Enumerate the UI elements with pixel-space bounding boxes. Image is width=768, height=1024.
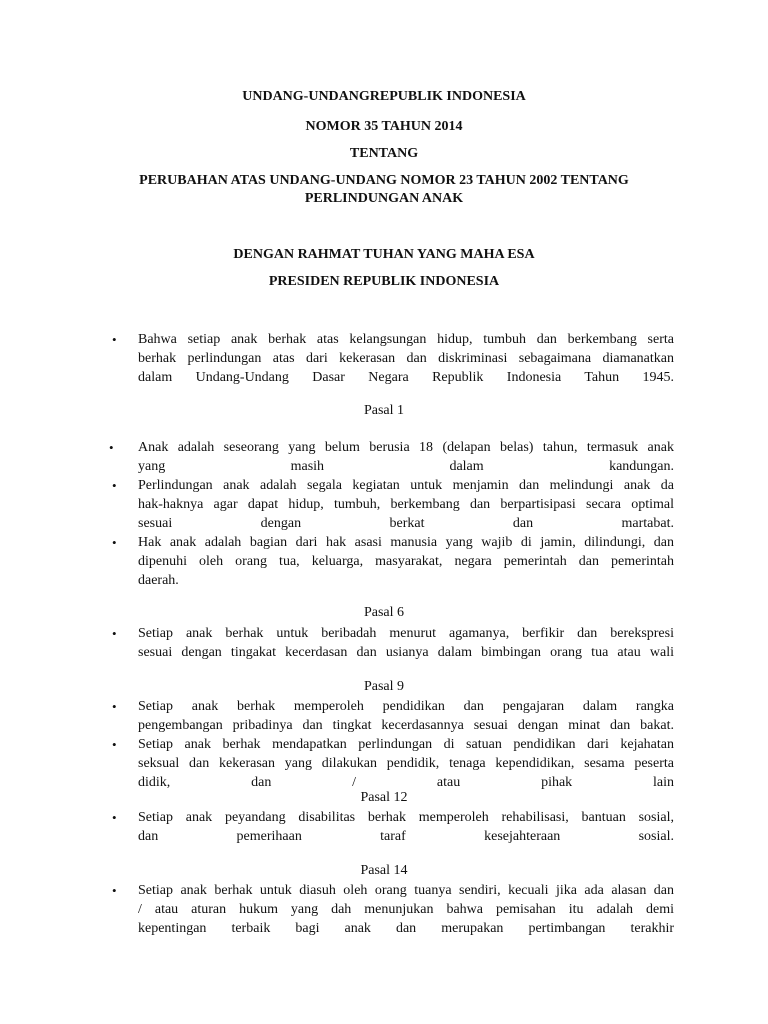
- law-subject-line-1: PERUBAHAN ATAS UNDANG-UNDANG NOMOR 23 TAHUN 2002 TENTANG: [139, 173, 629, 188]
- text-line: Hak anak adalah bagian dari hak asasi manusia yang wajib di jamin, dilindungi, dan: [138, 535, 674, 550]
- bullet-icon: •: [112, 883, 117, 898]
- text-line: seksual dan kekerasan yang dilakukan pendidik, tenaga kependidikan, sesama peserta: [138, 756, 674, 771]
- text-line: Setiap anak berhak memperoleh pendidikan dan pengajaran dalam rangka: [138, 699, 674, 714]
- law-title: UNDANG-UNDANGREPUBLIK INDONESIA: [242, 89, 526, 104]
- bullet-icon: •: [112, 478, 117, 493]
- list-item-text: [138, 438, 674, 476]
- text-line: Setiap anak berhak untuk diasuh oleh orang tuanya sendiri, kecuali jika ada alasan dan: [138, 883, 674, 898]
- law-number: NOMOR 35 TAHUN 2014: [305, 119, 463, 134]
- bullet-icon: •: [112, 535, 117, 550]
- bullet-icon: •: [112, 626, 117, 641]
- text-line: berhak perlindungan atas dari kekerasan dan diskriminasi sebagaimana diamanatkan: [138, 351, 674, 366]
- text-line: dipenuhi oleh orang tua, keluarga, masyarakat, negara pemerintah dan pemerintah: [138, 554, 674, 569]
- list-item-text: [138, 735, 674, 792]
- text-line: kepentingan terbaik bagi anak dan merupakan pertimbangan terakhir: [138, 921, 674, 936]
- pasal-6-heading: Pasal 6: [363, 605, 405, 620]
- pasal-14-heading: Pasal 14: [360, 863, 408, 878]
- text-line: Setiap anak peyandang disabilitas berhak memperoleh rehabilisasi, bantuan sosial,: [138, 810, 674, 825]
- text-line: / atau aturan hukum yang dah menunjukan bahwa pemisahan itu adalah demi: [138, 902, 674, 917]
- list-item-text: [138, 808, 674, 846]
- intro-text: [138, 330, 674, 387]
- pasal-9-heading: Pasal 9: [363, 679, 405, 694]
- text-line: Perlindungan anak adalah segala kegiatan untuk menjamin dan melindungi anak da: [138, 478, 674, 493]
- list-item-text: [138, 476, 674, 533]
- text-line: Setiap anak berhak mendapatkan perlindungan di satuan pendidikan dari kejahatan: [138, 737, 674, 752]
- law-subject-line-2: PERLINDUNGAN ANAK: [304, 191, 464, 206]
- list-item-text: [138, 881, 674, 938]
- text-line: yang masih dalam kandungan.: [138, 459, 674, 474]
- bullet-icon: •: [112, 737, 117, 752]
- preamble-presiden: PRESIDEN REPUBLIK INDONESIA: [268, 274, 500, 289]
- text-line: didik, dan / atau pihak lain: [138, 775, 674, 790]
- list-item-text: [138, 624, 674, 662]
- text-line: Bahwa setiap anak berhak atas kelangsungan hidup, tumbuh dan berkembang serta: [138, 332, 674, 347]
- text-line: Setiap anak berhak untuk beribadah menurut agamanya, berfikir dan berekspresi: [138, 626, 674, 641]
- list-item: [112, 330, 674, 388]
- list-item-text: [138, 533, 674, 590]
- list-item-text: [138, 697, 674, 735]
- text-line: sesuai dengan tingakat kecerdasan dan usianya dalam bimbingan orang tua atau wali: [138, 645, 674, 660]
- pasal-1-heading: Pasal 1: [363, 403, 405, 418]
- law-tentang: TENTANG: [349, 146, 419, 161]
- text-line: hak-haknya agar dapat hidup, tumbuh, berkembang dan berpartisipasi secara optimal: [138, 497, 674, 512]
- pasal-12-heading: Pasal 12: [360, 790, 408, 805]
- bullet-icon: •: [109, 440, 114, 455]
- bullet-icon: •: [112, 332, 117, 347]
- text-line: Anak adalah seseorang yang belum berusia 18 (delapan belas) tahun, termasuk anak: [138, 440, 674, 455]
- text-line: dan pemerihaan taraf kesejahteraan sosial.: [138, 829, 674, 844]
- text-line: sesuai dengan berkat dan martabat.: [138, 516, 674, 531]
- preamble-rahmat: DENGAN RAHMAT TUHAN YANG MAHA ESA: [233, 247, 535, 262]
- text-line: pengembangan pribadinya dan tingkat kecerdasannya sesuai dengan minat dan bakat.: [138, 718, 674, 733]
- bullet-icon: •: [112, 810, 117, 825]
- text-line: dalam Undang-Undang Dasar Negara Republik Indonesia Tahun 1945.: [138, 370, 674, 385]
- text-line: daerah.: [138, 573, 179, 588]
- bullet-icon: •: [112, 699, 117, 714]
